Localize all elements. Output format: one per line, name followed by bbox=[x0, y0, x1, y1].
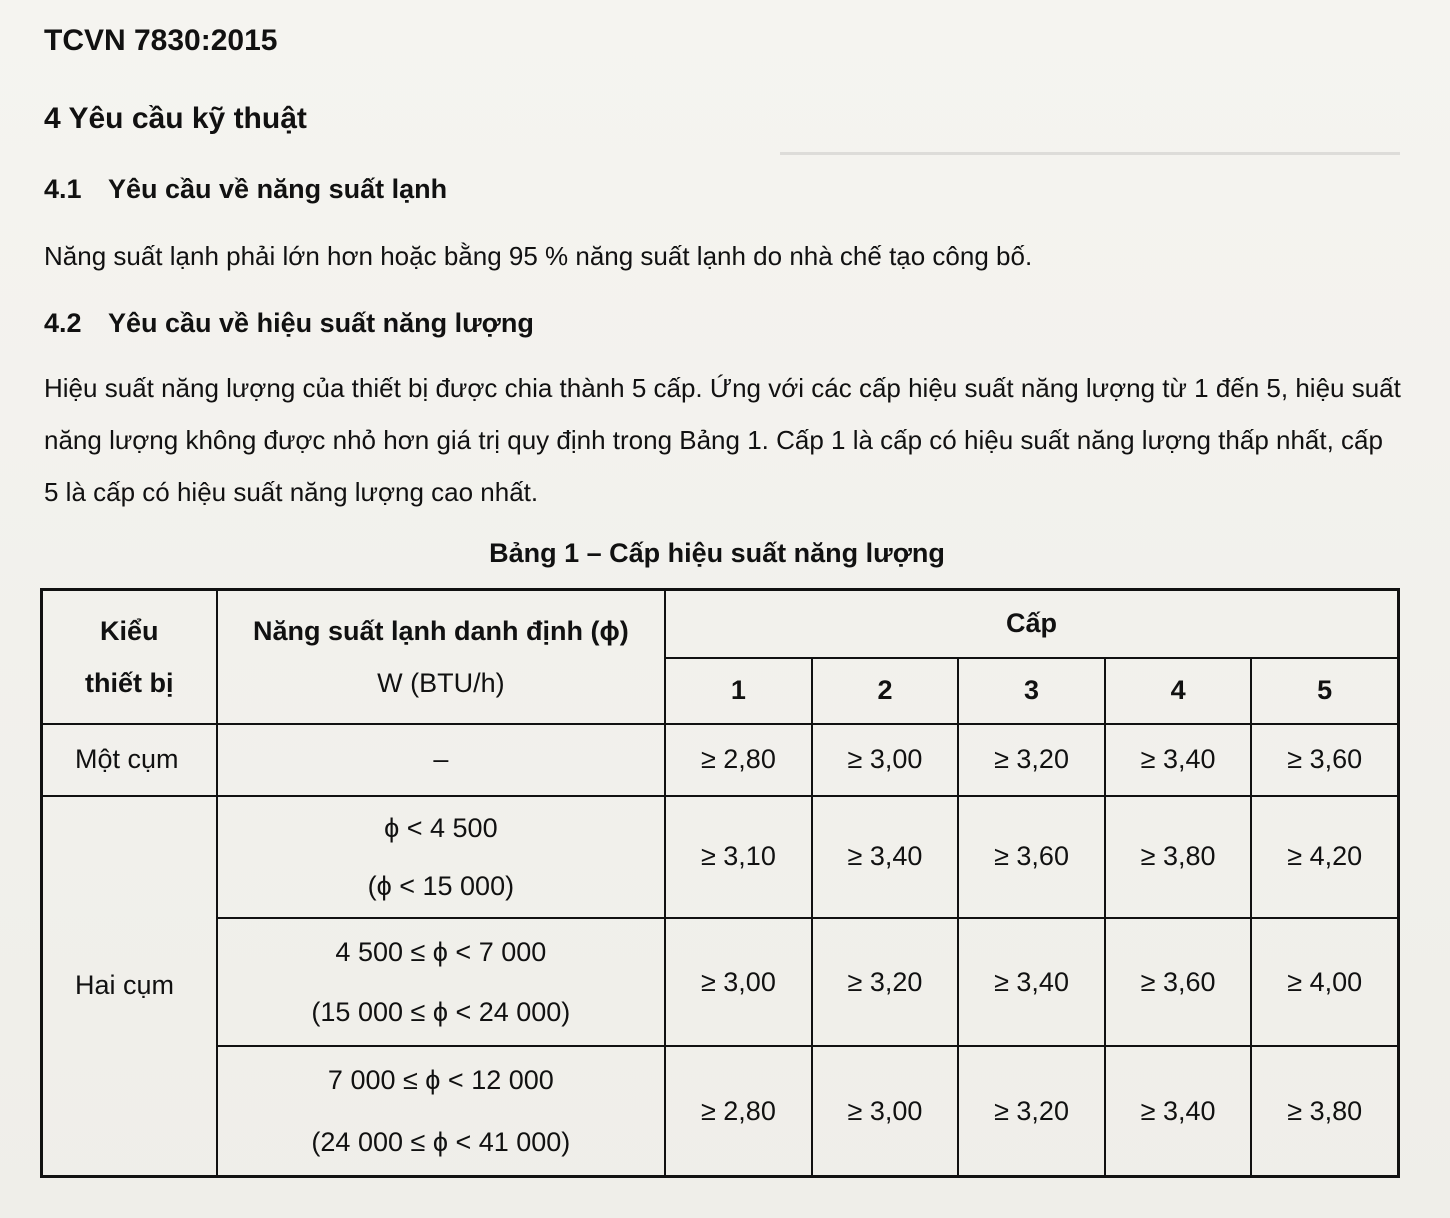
row-capacity-line2: (24 000 ≤ ϕ < 41 000) bbox=[311, 1127, 571, 1158]
header-capacity-line2: W (BTU/h) bbox=[377, 667, 505, 698]
row-capacity-line2: (15 000 ≤ ϕ < 24 000) bbox=[311, 997, 571, 1028]
subsection-title: Yêu cầu về năng suất lạnh bbox=[108, 174, 448, 204]
row-value: ≥ 3,00 bbox=[812, 1046, 959, 1176]
subsection-heading-4-1 bbox=[44, 174, 447, 205]
table-row bbox=[42, 724, 1399, 796]
row-value: ≥ 4,20 bbox=[1251, 796, 1398, 918]
row-value: ≥ 3,00 bbox=[812, 724, 959, 796]
table-row bbox=[42, 796, 1399, 918]
row-capacity bbox=[217, 796, 666, 918]
table-header-row bbox=[42, 590, 1399, 658]
row-capacity bbox=[217, 918, 666, 1046]
row-value: ≥ 3,40 bbox=[1105, 1046, 1252, 1176]
row-value: ≥ 3,10 bbox=[665, 796, 812, 918]
table-caption bbox=[0, 538, 1450, 569]
efficiency-table bbox=[40, 588, 1400, 1178]
row-value: ≥ 3,20 bbox=[958, 1046, 1105, 1176]
header-level-4: 4 bbox=[1105, 658, 1252, 724]
row-value: ≥ 2,80 bbox=[665, 724, 812, 796]
row-capacity-line2: (ϕ < 15 000) bbox=[367, 870, 515, 901]
row-value: ≥ 3,40 bbox=[958, 918, 1105, 1046]
subsection-title: Yêu cầu về hiệu suất năng lượng bbox=[108, 308, 534, 338]
subsection-number: 4.1 bbox=[44, 174, 82, 204]
row-value: ≥ 3,00 bbox=[665, 918, 812, 1046]
row-capacity-line1: 4 500 ≤ ϕ < 7 000 bbox=[335, 937, 547, 968]
subsection-heading-4-2 bbox=[44, 308, 534, 339]
header-type-line2: thiết bị bbox=[85, 667, 174, 698]
table-row bbox=[42, 918, 1399, 1046]
show-through-rule bbox=[780, 152, 1400, 155]
row-value: ≥ 2,80 bbox=[665, 1046, 812, 1176]
row-value: ≥ 3,80 bbox=[1105, 796, 1252, 918]
table-row bbox=[42, 1046, 1399, 1176]
header-level-5: 5 bbox=[1251, 658, 1398, 724]
row-value: ≥ 3,60 bbox=[958, 796, 1105, 918]
row-capacity-line1: ϕ < 4 500 bbox=[384, 812, 498, 843]
row-type: Hai cụm bbox=[42, 796, 217, 1177]
header-type-line1: Kiểu bbox=[100, 615, 159, 646]
header-level-3: 3 bbox=[958, 658, 1105, 724]
row-type: Một cụm bbox=[42, 724, 217, 796]
row-capacity bbox=[217, 1046, 666, 1176]
paragraph-capacity: Năng suất lạnh phải lớn hơn hoặc bằng 95 % năng suất lạnh do nhà chế tạo công bố. bbox=[44, 241, 1033, 271]
table-caption-text: Bảng 1 – Cấp hiệu suất năng lượng bbox=[489, 538, 945, 568]
header-capacity-line1: Năng suất lạnh danh định (ϕ) bbox=[252, 615, 629, 646]
row-value: ≥ 3,60 bbox=[1105, 918, 1252, 1046]
header-level-1: 1 bbox=[665, 658, 812, 724]
header-type bbox=[42, 590, 217, 724]
subsection-number: 4.2 bbox=[44, 308, 82, 338]
row-value: ≥ 3,40 bbox=[1105, 724, 1252, 796]
paragraph-efficiency: Hiệu suất năng lượng của thiết bị được chia thành 5 cấp. Ứng với các cấp hiệu suất năng lượng từ 1 đến 5, hiệu suất năng lượng không được nhỏ hơn giá trị quy định trong Bảng 1. Cấp 1 là cấp có hiệu suất năng lượng thấp nhất, cấp 5 là cấp có hiệu suất năng lượng cao nhất. bbox=[44, 373, 1401, 507]
header-level-group: Cấp bbox=[665, 590, 1398, 658]
row-value: ≥ 4,00 bbox=[1251, 918, 1398, 1046]
row-value: ≥ 3,20 bbox=[958, 724, 1105, 796]
standard-code: TCVN 7830:2015 bbox=[44, 24, 278, 57]
row-value: ≥ 3,20 bbox=[812, 918, 959, 1046]
section-heading: 4 Yêu cầu kỹ thuật bbox=[44, 102, 307, 135]
row-value: ≥ 3,40 bbox=[812, 796, 959, 918]
header-capacity bbox=[217, 590, 666, 724]
row-value: ≥ 3,60 bbox=[1251, 724, 1398, 796]
header-level-2: 2 bbox=[812, 658, 959, 724]
row-capacity: – bbox=[217, 724, 666, 796]
row-value: ≥ 3,80 bbox=[1251, 1046, 1398, 1176]
row-capacity-line1: 7 000 ≤ ϕ < 12 000 bbox=[327, 1065, 554, 1096]
